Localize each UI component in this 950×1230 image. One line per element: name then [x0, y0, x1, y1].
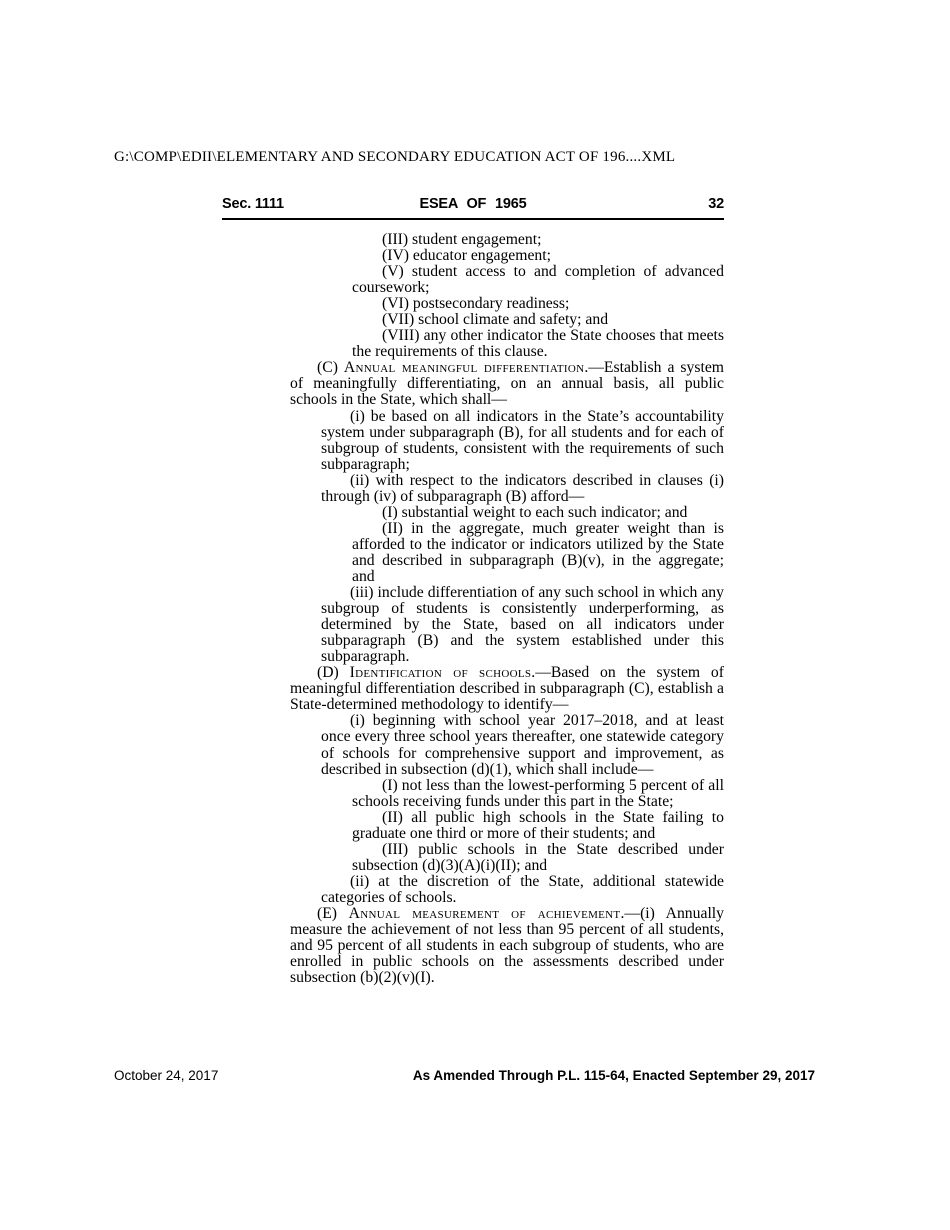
statute-paragraph: [352, 232, 724, 248]
statute-paragraph: [352, 312, 724, 328]
statute-paragraph: [321, 713, 724, 777]
running-header: [222, 196, 724, 220]
paragraph-text: (I) not less than the lowest-performing 5 percent of all schools receiving funds under this part in the State;: [352, 776, 724, 810]
paragraph-text: (II) all public high schools in the State failing to graduate one third or more of their students; and: [352, 808, 724, 842]
statute-paragraph: [321, 585, 724, 665]
paragraph-text: (ii) at the discretion of the State, additional statewide categories of schools.: [321, 872, 724, 906]
paragraph-text: (VIII) any other indicator the State chooses that meets the requirements of this clause.: [352, 327, 724, 361]
page-number: 32: [708, 196, 724, 212]
paragraph-text: (VI) postsecondary readiness;: [382, 295, 570, 313]
statute-paragraph: [352, 328, 724, 360]
footer-date: October 24, 2017: [114, 1068, 219, 1083]
paragraph-text: (I) substantial weight to each such indicator; and: [382, 503, 688, 521]
statute-paragraph: [321, 409, 724, 473]
statute-paragraph: [352, 505, 724, 521]
paragraph-text: (i) be based on all indicators in the State’s accountability system under subparagraph (B), for all students and for each of subgroup of students, consistent with the requirements of such subparagraph;: [321, 407, 724, 473]
paragraph-text: .—(i) Annually measure the achievement of not less than 95 percent of all students, and 95 percent of all students in each subgroup of students, who are enrolled in public schools on the assessments described under subsection (b)(2)(v)(I).: [290, 904, 725, 987]
statute-paragraph: [321, 874, 724, 906]
statute-paragraph: [352, 296, 724, 312]
paragraph-text: (D): [317, 664, 350, 682]
statute-paragraph: [290, 906, 724, 986]
statute-paragraph: [352, 842, 724, 874]
paragraph-text: (V) student access to and completion of advanced coursework;: [352, 263, 724, 297]
paragraph-text: (III) student engagement;: [382, 231, 542, 248]
paragraph-text: (IV) educator engagement;: [382, 247, 551, 265]
statute-paragraph: [290, 360, 724, 408]
paragraph-text: (C): [317, 359, 344, 377]
paragraph-text: (i) beginning with school year 2017–2018, and at least once every three school years thereafter, one statewide category of schools for comprehensive support and improvement, as described in subsection (d)(1), which shall include—: [321, 712, 724, 778]
statute-paragraph: [352, 778, 724, 810]
footer-amendment-note: As Amended Through P.L. 115-64, Enacted September 29, 2017: [412, 1068, 815, 1083]
paragraph-text: (II) in the aggregate, much greater weight than is afforded to the indicator or indicators utilized by the State and described in subparagraph (B)(v), in the aggregate; and: [352, 519, 724, 585]
paragraph-text: (iii) include differentiation of any such school in which any subgroup of students is consistently underperforming, as determined by the State, based on all indicators under subparagraph (B) and the system established under this subparagraph.: [321, 584, 724, 666]
paragraph-text: .—Establish a system of meaningfully differentiating, on an annual basis, all public schools in the State, which shall—: [290, 359, 724, 409]
paragraph-text: .—Based on the system of meaningful differentiation described in subparagraph (C), establish a State-determined methodology to identify—: [290, 664, 724, 714]
filepath-header: G:\COMP\EDII\ELEMENTARY AND SECONDARY EDUCATION ACT OF 196....XML: [114, 149, 676, 165]
statute-paragraph: [352, 248, 724, 264]
statute-paragraph: [321, 473, 724, 505]
page-footer: [114, 1068, 815, 1083]
smallcaps-heading: Annual measurement of achievement: [348, 904, 621, 922]
paragraph-text: (III) public schools in the State described under subsection (d)(3)(A)(i)(II); and: [352, 840, 724, 874]
document-body: [222, 232, 724, 986]
paragraph-text: (ii) with respect to the indicators described in clauses (i) through (iv) of subparagraph (B) afford—: [321, 471, 724, 505]
document-title: ESEA OF 1965: [419, 196, 527, 212]
statute-paragraph: [352, 264, 724, 296]
statute-paragraph: [352, 810, 724, 842]
smallcaps-heading: Annual meaningful differentiation: [343, 359, 585, 377]
paragraph-text: (VII) school climate and safety; and: [382, 311, 609, 329]
paragraph-text: (E): [317, 904, 349, 922]
statute-paragraph: [290, 665, 724, 713]
statute-paragraph: [352, 521, 724, 585]
smallcaps-heading: Identification of schools: [349, 664, 532, 682]
section-number: Sec. 1111: [222, 196, 284, 212]
